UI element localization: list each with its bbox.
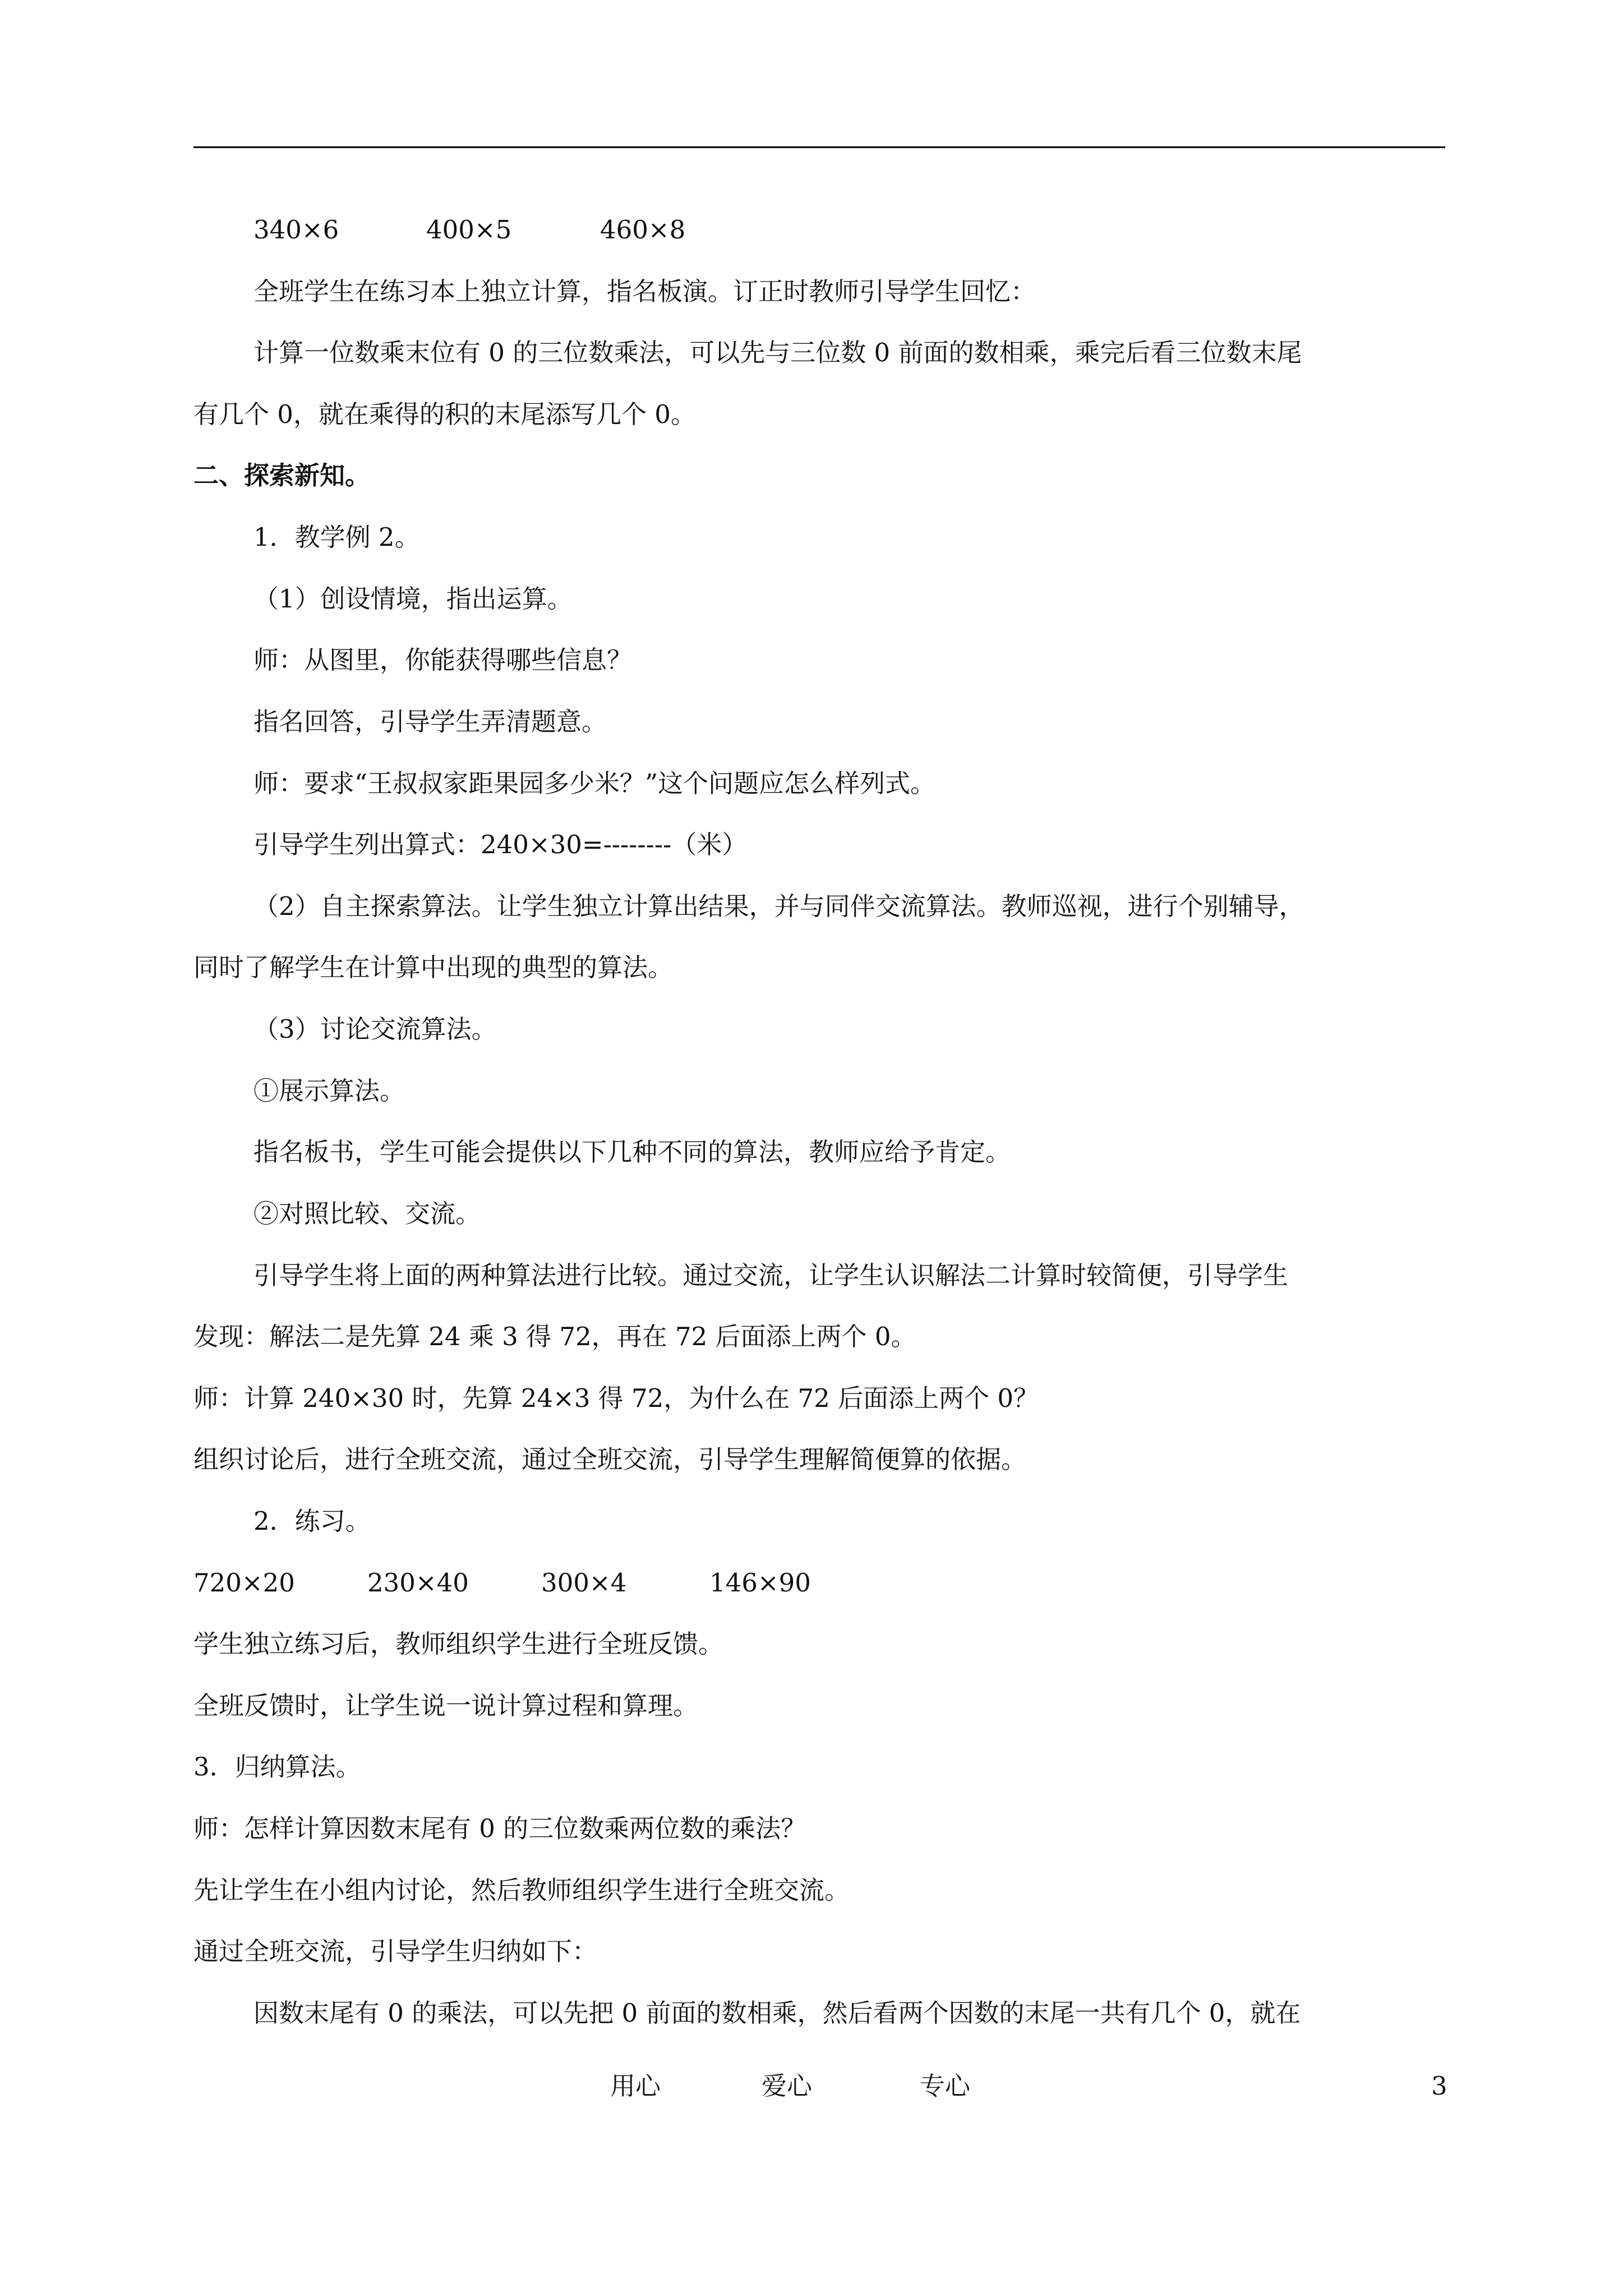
paragraph: 师：怎样计算因数末尾有 0 的三位数乘两位数的乘法？ (193, 1814, 806, 1843)
paragraph: 师：从图里，你能获得哪些信息？ (253, 645, 633, 675)
paragraph: 全班学生在练习本上独立计算，指名板演。订正时教师引导学生回忆： (253, 277, 1036, 306)
section-heading: 二、探索新知。 (193, 461, 371, 490)
practice-exercise: 720×20 (193, 1568, 295, 1598)
footer-motto-2: 爱心 (762, 2071, 813, 2101)
paragraph: 师：要求“王叔叔家距果园多少米？”这个问题应怎么样列式。 (253, 769, 936, 798)
review-exercise: 340×6 (253, 215, 339, 245)
practice-exercises (0, 1566, 1623, 1600)
paragraph: 引导学生将上面的两种算法进行比较。通过交流，让学生认识解法二计算时较简便，引导学生 (253, 1260, 1289, 1290)
paragraph: ②对照比较、交流。 (253, 1199, 481, 1228)
paragraph: 同时了解学生在计算中出现的典型的算法。 (193, 953, 674, 982)
paragraph: 引导学生列出算式：240×30=--------（米） (253, 830, 748, 859)
page-number: 3 (1431, 2071, 1447, 2101)
review-exercise: 400×5 (426, 215, 512, 245)
paragraph: 指名板书，学生可能会提供以下几种不同的算法，教师应给予肯定。 (253, 1137, 1011, 1167)
paragraph: 发现：解法二是先算 24 乘 3 得 72，再在 72 后面添上两个 0。 (193, 1322, 916, 1351)
paragraph: （2）自主探索算法。让学生独立计算出结果，并与同伴交流算法。教师巡视，进行个别辅导， (253, 891, 1304, 921)
footer-motto-3: 专心 (920, 2071, 971, 2101)
paragraph: ①展示算法。 (253, 1076, 405, 1106)
header-rule (193, 146, 1445, 148)
paragraph: 指名回答，引导学生弄清题意。 (253, 707, 607, 737)
paragraph: 通过全班交流，引导学生归纳如下： (193, 1936, 598, 1966)
paragraph: 先让学生在小组内讨论，然后教师组织学生进行全班交流。 (193, 1875, 850, 1905)
paragraph: 全班反馈时，让学生说一说计算过程和算理。 (193, 1691, 699, 1720)
paragraph: （1）创设情境，指出运算。 (253, 584, 573, 614)
paragraph: 计算一位数乘末位有 0 的三位数乘法，可以先与三位数 0 前面的数相乘，乘完后看三位数末尾 (253, 338, 1302, 367)
subsection-heading: 3．归纳算法。 (193, 1752, 361, 1782)
review-exercises (0, 213, 1623, 247)
practice-exercise: 230×40 (367, 1568, 469, 1598)
subsection-heading: 2．练习。 (253, 1506, 371, 1536)
review-exercise: 460×8 (600, 215, 686, 245)
paragraph: （3）讨论交流算法。 (253, 1014, 497, 1044)
footer-motto-1: 用心 (610, 2071, 661, 2101)
subsection-heading: 1．教学例 2。 (253, 522, 420, 552)
paragraph: 学生独立练习后，教师组织学生进行全班反馈。 (193, 1629, 724, 1659)
paragraph: 师：计算 240×30 时，先算 24×3 得 72，为什么在 72 后面添上两个 0？ (193, 1383, 1039, 1413)
paragraph: 组织讨论后，进行全班交流，通过全班交流，引导学生理解简便算的依据。 (193, 1444, 1027, 1474)
practice-exercise: 146×90 (709, 1568, 811, 1598)
paragraph-last: 因数末尾有 0 的乘法，可以先把 0 前面的数相乘，然后看两个因数的末尾一共有几个 0，就在 (253, 1998, 1301, 2028)
practice-exercise: 300×4 (541, 1568, 627, 1598)
paragraph: 有几个 0，就在乘得的积的末尾添写几个 0。 (193, 399, 696, 429)
